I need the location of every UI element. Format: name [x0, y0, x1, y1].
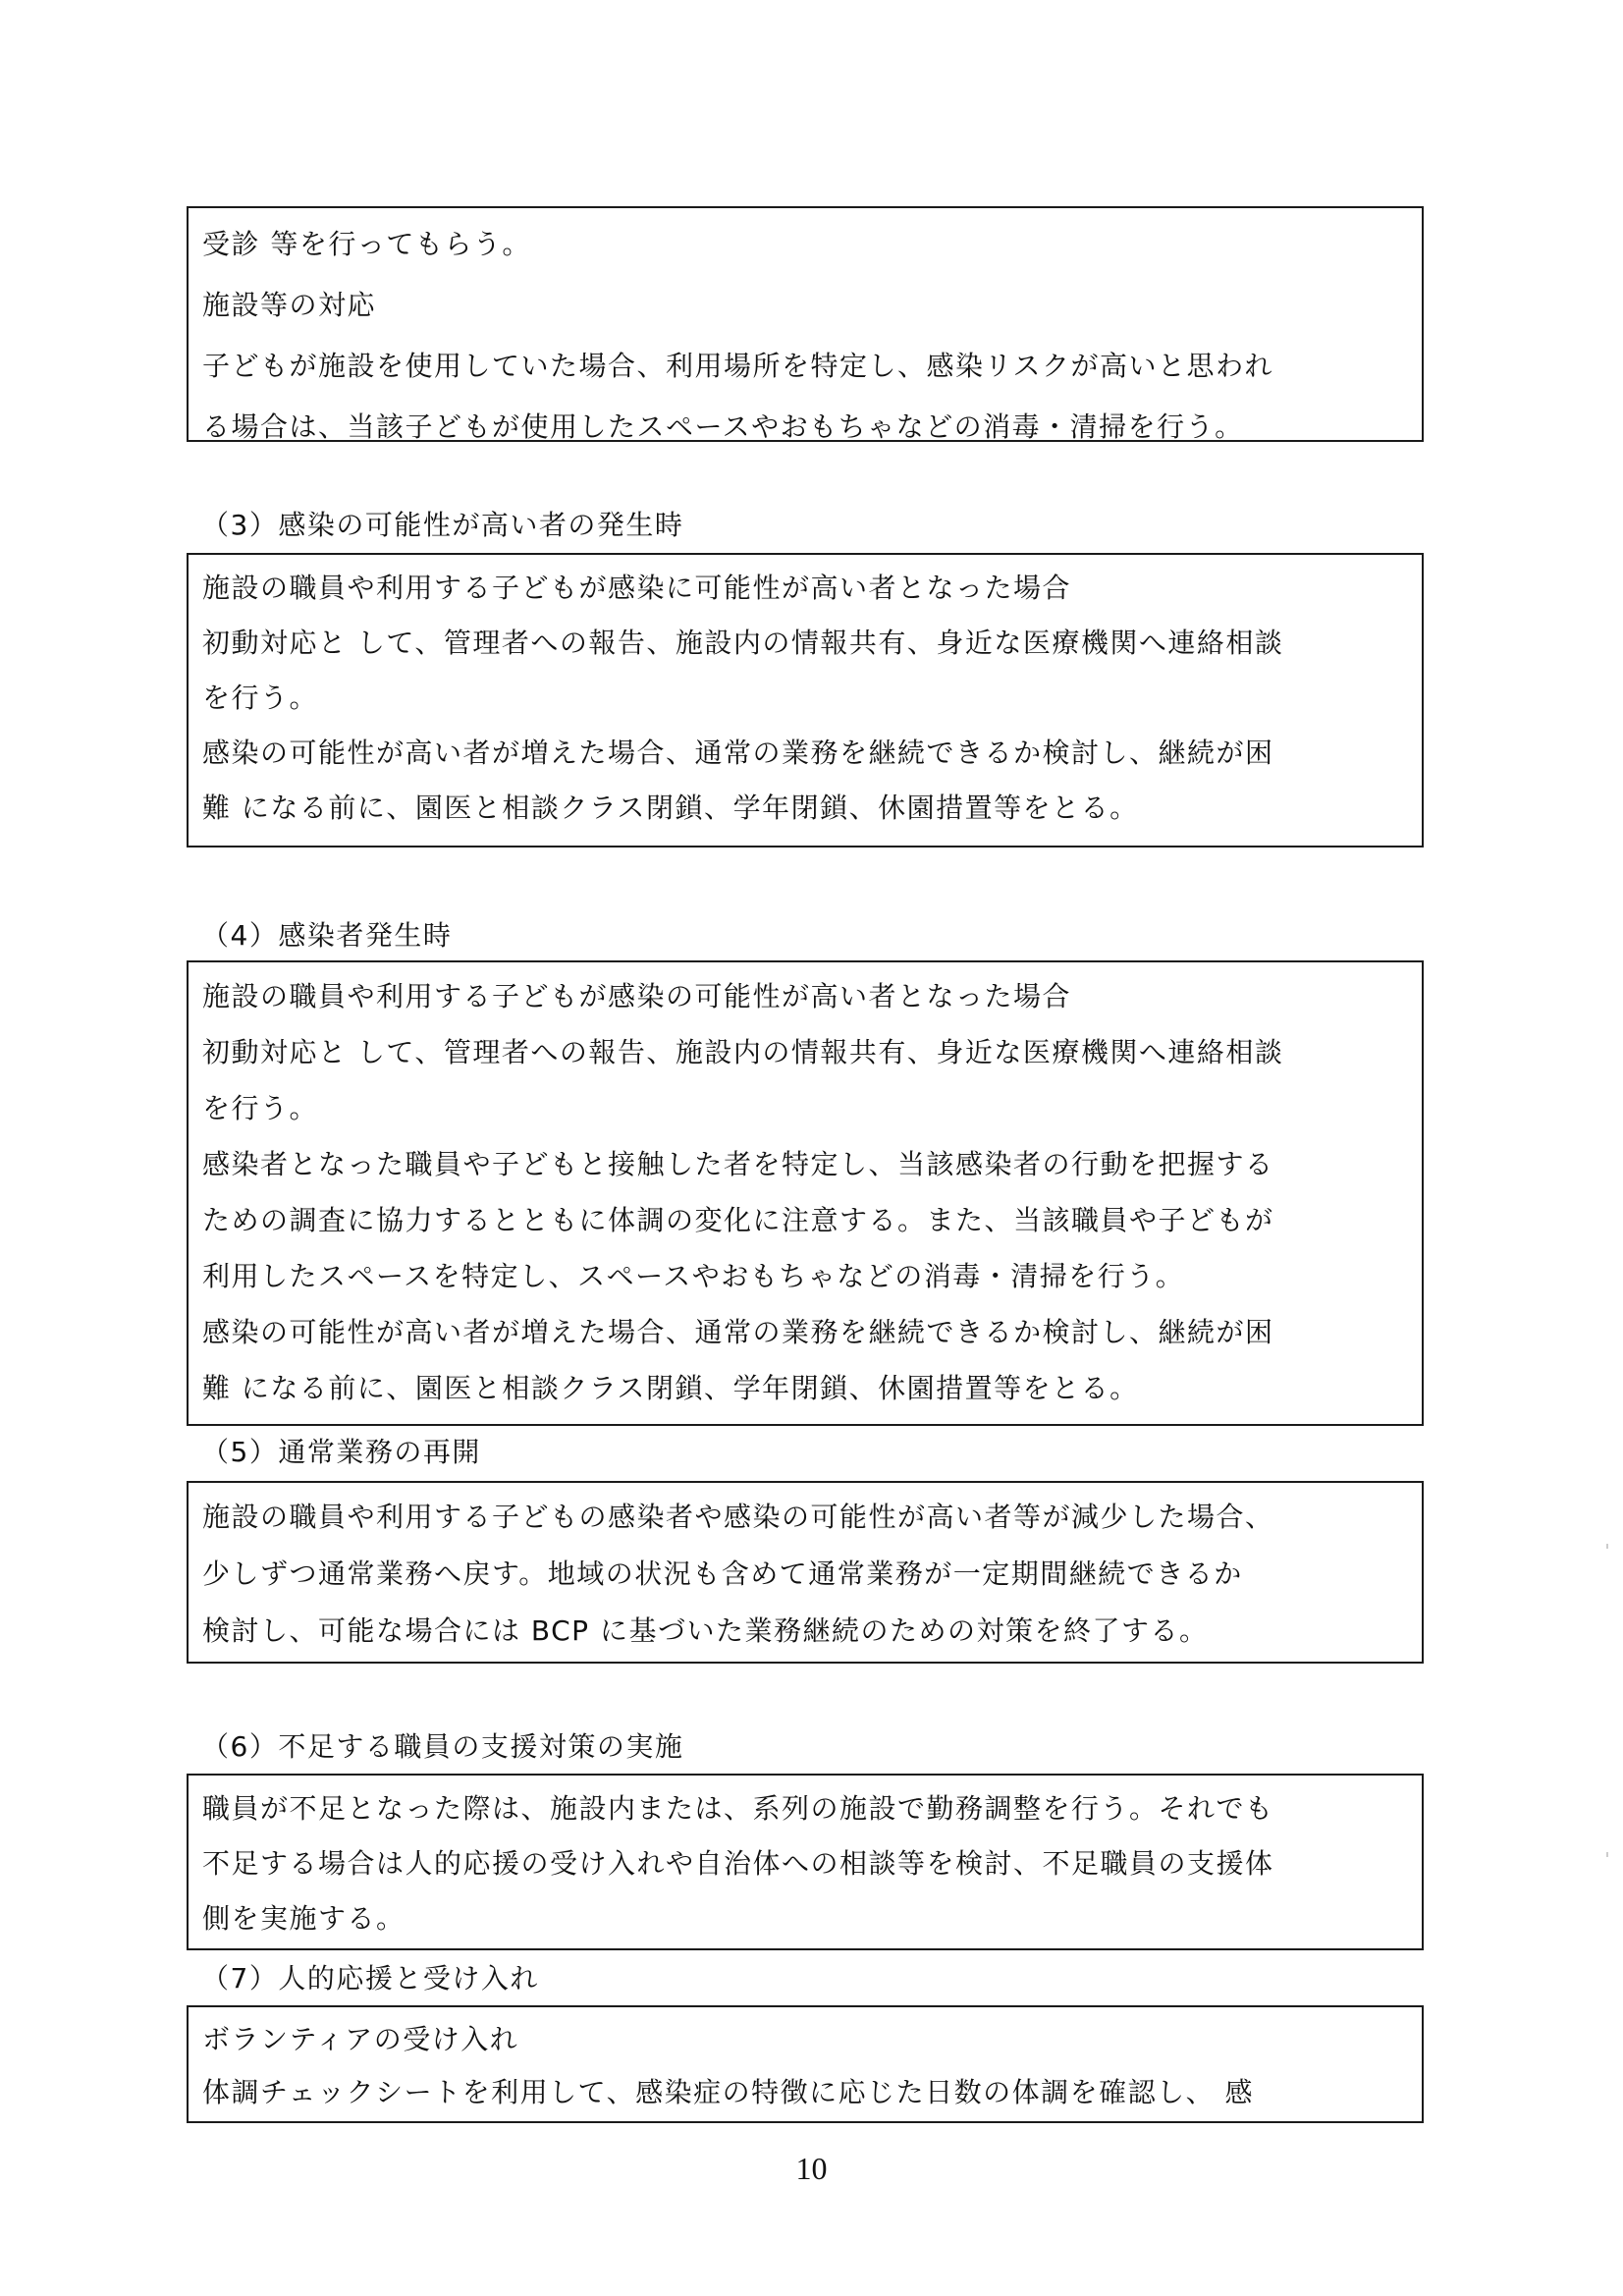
- section-heading-4: （4）感染者発生時: [201, 919, 453, 952]
- box-line: 感染者となった職員や子どもと接触した者を特定し、当該感染者の行動を把握する: [202, 1147, 1274, 1180]
- section-heading-5: （5）通常業務の再開: [201, 1436, 481, 1468]
- box-line: 難 になる前に、園医と相談クラス閉鎖、学年閉鎖、休園措置等をとる。: [202, 792, 1139, 824]
- box-line: 初動対応と して、管理者への報告、施設内の情報共有、身近な医療機関へ連絡相談: [202, 1035, 1284, 1068]
- content-box-continued: [187, 206, 1424, 442]
- box-line: ための調査に協力するとともに体調の変化に注意する。また、当該職員や子どもが: [202, 1203, 1274, 1236]
- content-box-section-4: [187, 960, 1424, 1426]
- box-line: を行う。: [202, 1091, 319, 1124]
- box-line: 子どもが施設を使用していた場合、利用場所を特定し、感染リスクが高いと思われ: [202, 350, 1273, 382]
- scan-mark: [1606, 1544, 1608, 1549]
- box-line: 感染の可能性が高い者が増えた場合、通常の業務を継続できるか検討し、継続が困: [202, 1315, 1274, 1348]
- box-line: 難 になる前に、園医と相談クラス閉鎖、学年閉鎖、休園措置等をとる。: [202, 1371, 1139, 1404]
- box-line: 体調チェックシートを利用して、感染症の特徴に応じた日数の体調を確認し、 感: [202, 2076, 1255, 2108]
- box-line: 不足する場合は人的応援の受け入れや自治体への相談等を検討、不足職員の支援体: [202, 1847, 1274, 1880]
- box-line: 感染の可能性が高い者が増えた場合、通常の業務を継続できるか検討し、継続が困: [202, 737, 1274, 769]
- box-line: ボランティアの受け入れ: [202, 2023, 519, 2055]
- box-line: 施設等の対応: [202, 289, 377, 321]
- box-line: 検討し、可能な場合には BCP に基づいた業務継続のための対策を終了する。: [202, 1614, 1209, 1647]
- section-heading-3: （3）感染の可能性が高い者の発生時: [201, 509, 684, 541]
- page-number: 10: [795, 2151, 828, 2186]
- box-line: 職員が不足となった際は、施設内または、系列の施設で勤務調整を行う。それでも: [202, 1792, 1274, 1825]
- box-line: を行う。: [202, 682, 319, 714]
- section-heading-6: （6）不足する職員の支援対策の実施: [201, 1730, 684, 1763]
- box-line: 初動対応と して、管理者への報告、施設内の情報共有、身近な医療機関へ連絡相談: [202, 627, 1284, 659]
- content-box-section-6: [187, 1774, 1424, 1950]
- box-line: 少しずつ通常業務へ戻す。地域の状況も含めて通常業務が一定期間継続できるか: [202, 1558, 1243, 1590]
- content-box-section-3: [187, 553, 1424, 847]
- content-box-section-7: [187, 2005, 1424, 2123]
- box-line: 利用したスペースを特定し、スペースやおもちゃなどの消毒・清掃を行う。: [202, 1259, 1185, 1292]
- section-heading-7: （7）人的応援と受け入れ: [201, 1962, 539, 1995]
- box-line: 施設の職員や利用する子どもが感染に可能性が高い者となった場合: [202, 572, 1072, 604]
- box-line: 受診 等を行ってもらう。: [202, 228, 531, 260]
- content-box-section-5: [187, 1481, 1424, 1664]
- scan-mark: [1606, 1852, 1608, 1857]
- box-line: 施設の職員や利用する子どもが感染の可能性が高い者となった場合: [202, 979, 1072, 1012]
- box-line: 施設の職員や利用する子どもの感染者や感染の可能性が高い者等が減少した場合、: [202, 1501, 1274, 1533]
- box-line: る場合は、当該子どもが使用したスペースやおもちゃなどの消毒・清掃を行う。: [202, 410, 1244, 443]
- box-line: 側を実施する。: [202, 1902, 406, 1935]
